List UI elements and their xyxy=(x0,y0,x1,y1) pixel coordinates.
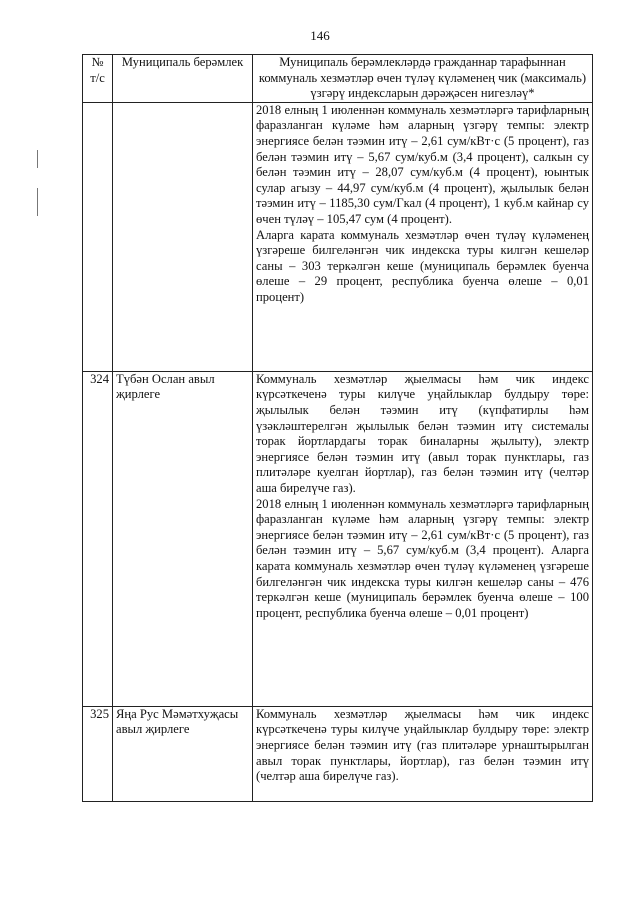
header-number: № т/с xyxy=(83,55,113,103)
row-municipality: Яңа Рус Мәмәтхуҗасы авыл җирлеге xyxy=(113,706,253,801)
paragraph: Коммуналь хезмәтләр җыелмасы һәм чик индекс күрсәткеченә туры килүче уңайлыклар булдыру төре: электр энергиясе белән тәэмин итү (газ плитәләре урнаштырылган авыл торак пунктлары, йортлар), газ белән тәэмин итү (челтәр аша бирелүче газ). xyxy=(256,706,589,784)
row-justification xyxy=(253,102,593,371)
table-row xyxy=(83,371,593,706)
paragraph: 2018 елның 1 июленнән коммуналь хезмәтләргә тарифларның фаразланган күләме һәм аларның үзгәрү темпы: электр энергиясе белән тәэмин итү – 2,61 сум/кВт·с (5 процент), газ белән тәэмин итү – 5,67 сум/куб.м (3,4 процент). Аларга карата коммуналь хезмәтләр өчен түләү күләменең үзгәреше билгеләнгән чик индекска туры килгән кешеләр саны – 476 теркәлгән кеше (муниципаль берәмлек буенча өлеше – 100 процент, республика буенча өлеше – 0,01 процент) xyxy=(256,496,589,620)
margin-mark xyxy=(37,150,38,168)
row-number: 325 xyxy=(83,706,113,801)
row-number xyxy=(83,102,113,371)
row-municipality xyxy=(113,102,253,371)
header-municipality: Муниципаль берәмлек xyxy=(113,55,253,103)
paragraph: 2018 елның 1 июленнән коммуналь хезмәтләргә тарифларның фаразланган күләме һәм аларның үзгәрү темпы: электр энергиясе белән тәэмин итү – 2,61 сум/кВт·с (5 процент), газ белән тәэмин итү – 5,67 сум/куб.м (3,4 процент), салкын су белән тәэмин итү – 28,07 сум/куб.м (4 процент), юынтык сулар агызу – 44,97 сум/куб.м (4 процент), җылылык белән тәэмин итү – 1185,30 сум/Гкал (4 процент), 1 куб.м кайнар су өчен түләү – 105,47 сум (4 процент). xyxy=(256,102,589,226)
table-header-row xyxy=(83,55,593,103)
row-justification xyxy=(253,371,593,706)
paragraph: Коммуналь хезмәтләр җыелмасы һәм чик индекс күрсәткеченә туры килүче уңайлыклар булдыру төре: җылылык белән тәэмин итү (күпфатирлы һәм үзәкләштерелгән җылылык белән тәэмин итү системалы торак йортлардагы торак биналарны җылыту), электр энергиясе белән тәэмин итү (авыл торак пунктлары, газ плитәләре куелган йортлар), газ белән тәэмин итү (челтәр аша бирелүче газ). xyxy=(256,371,589,495)
header-justification: Муниципаль берәмлекләрдә гражданнар тарафыннан коммуналь хезмәтләр өчен түләү күләменең чик (максималь) үзгәрү индексларын дәрәҗәсен нигезләү* xyxy=(253,55,593,103)
paragraph: Аларга карата коммуналь хезмәтләр өчен түләү күләменең үзгәреше билгеләнгән чик индекска туры килгән кешеләр саны – 303 теркәлгән кеше (муниципаль берәмлек буенча өлеше – 29 процент, республика буенча өлеше – 0,01 процент) xyxy=(256,227,589,304)
table-row xyxy=(83,102,593,371)
row-municipality: Түбән Ослан авыл җирлеге xyxy=(113,371,253,706)
table-row xyxy=(83,706,593,801)
row-number: 324 xyxy=(83,371,113,706)
row-justification xyxy=(253,706,593,801)
page-number: 146 xyxy=(310,28,330,43)
tariff-table xyxy=(82,54,593,802)
margin-mark xyxy=(37,188,38,216)
